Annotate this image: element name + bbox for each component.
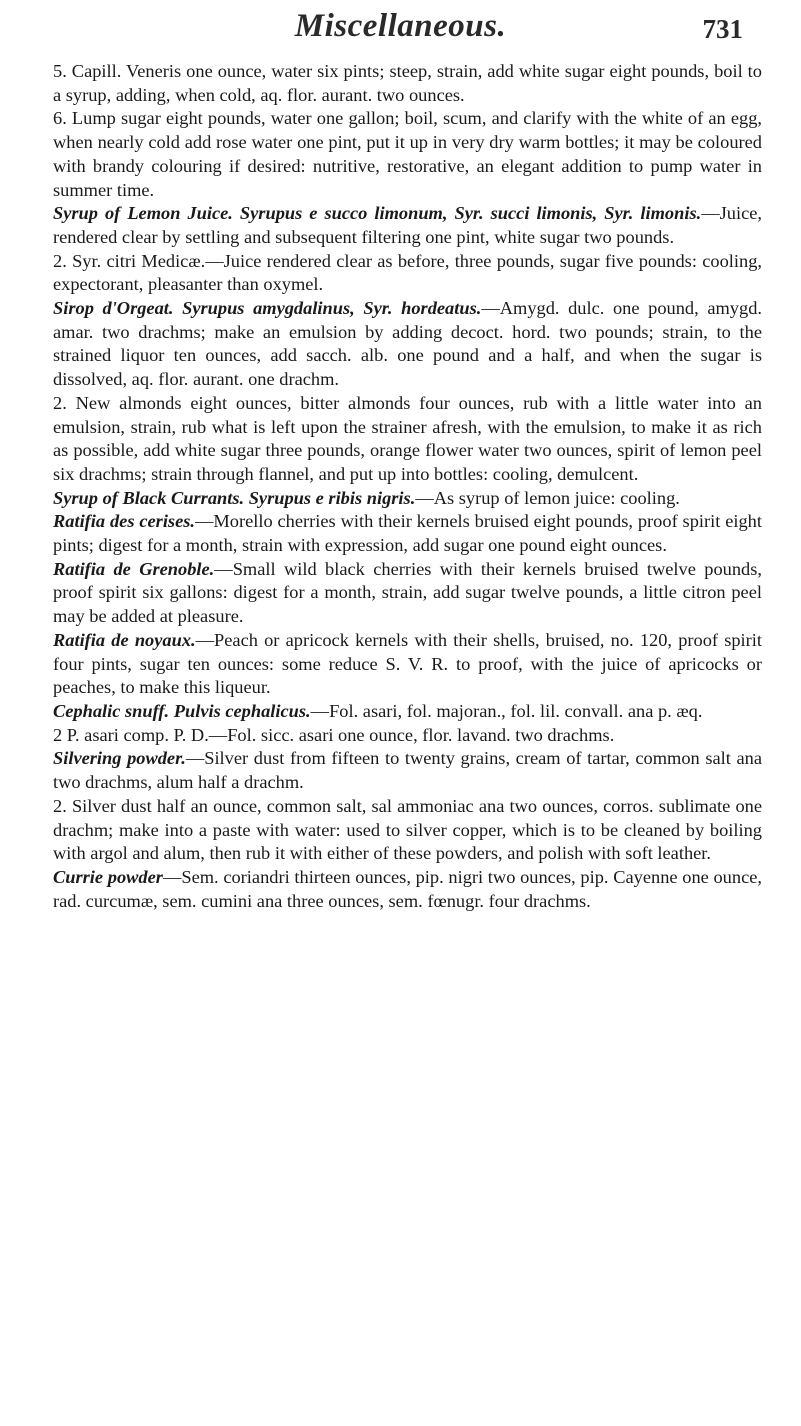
paragraph [53,202,762,249]
paragraph-text: —Sem. coriandri thirteen ounces, pip. nigri two ounces, pip. Cayenne one ounce, rad. curcumæ, sem. cumini ana three ounces, sem. fœnugr. four drachms. [53,866,762,911]
entry-title: Syrup of Black Currants. Syrupus e ribis nigris. [53,487,416,508]
entry-title: Sirop d'Orgeat. Syrupus amygdalinus, Syr. hordeatus. [53,298,482,319]
paragraph-text: —Fol. asari, fol. majoran., fol. lil. convall. ana p. æq. [310,700,703,721]
entry-title: Ratifia des cerises. [53,511,196,532]
paragraph [53,392,762,487]
paragraph-text: 2 P. asari comp. P. D.—Fol. sicc. asari one ounce, flor. lavand. two drachms. [53,724,615,745]
paragraph-text: 2. New almonds eight ounces, bitter almonds four ounces, rub with a little water into an emulsion, strain, rub what is left upon the strainer afresh, with the emulsion, to make it as rich as possible, add white sugar three pounds, orange flower water two ounces, spirit of lemon peel six drachms; strain through flannel, and put up into bottles: cooling, demulcent. [53,392,762,484]
paragraph-text: 2. Silver dust half an ounce, common salt, sal ammoniac ana two ounces, corros. sublimate one drachm; make into a paste with water: used to silver copper, which is to be cleaned by boiling with argol and alum, then rub it with either of these powders, and polish with soft leather. [53,795,762,864]
paragraph [53,700,762,724]
paragraph-text: —Amygd. dulc. one pound, amygd. amar. two drachms; make an emulsion by adding decoct. hord. two pounds; strain, to the strained liquor ten ounces, add sacch. alb. one pound and a half, and when the sugar is dissolved, aq. flor. aurant. one drachm. [53,298,762,390]
body-text [53,60,762,913]
paragraph-text: —Peach or apricock kernels with their shells, bruised, no. 120, proof spirit four pints, sugar ten ounces: some reduce S. V. R. to proof, with the juice of apricocks or peaches, to make this liqueur. [53,629,763,698]
entry-title: Cephalic snuff. Pulvis cephalicus. [53,700,311,721]
paragraph [53,487,762,511]
paragraph [53,795,762,866]
paragraph [53,250,762,297]
entry-title: Ratifia de noyaux. [53,629,196,650]
paragraph [53,297,762,392]
paragraph [53,107,762,202]
paragraph-text: 6. Lump sugar eight pounds, water one gallon; boil, scum, and clarify with the white of an egg, when nearly cold add rose water one pint, put it up in very dry warm bottles; it may be coloured with brandy colouring if desired: nutritive, restorative, an elegant addition to pump water in summer time. [53,108,762,200]
entry-title: Ratifia de Grenoble. [53,558,215,579]
paragraph-text: 5. Capill. Veneris one ounce, water six pints; steep, strain, add white sugar eight pounds, boil to a syrup, adding, when cold, aq. flor. aurant. two ounces. [53,61,762,105]
entry-title: Currie powder [53,866,163,887]
entry-title: Syrup of Lemon Juice. Syrupus e succo limonum, Syr. succi limonis, Syr. limonis. [53,203,702,224]
paragraph [53,747,762,794]
entry-title: Silvering powder. [53,748,186,769]
paragraph-text: —As syrup of lemon juice: cooling. [415,487,680,508]
page-number: 731 [702,14,743,44]
paragraph [53,629,762,700]
paragraph-text: —Small wild black cherries with their kernels bruised twelve pounds, proof spirit six gallons: digest for a month, strain, add sugar twelve pounds, a little citron peel may be added at pleasure. [53,558,762,627]
paragraph-text: —Silver dust from fifteen to twenty grains, cream of tartar, common salt ana two drachms, alum half a drachm. [53,748,762,793]
paragraph-text: 2. Syr. citri Medicæ.—Juice rendered clear as before, three pounds, sugar five pounds: cooling, expectorant, pleasanter than oxymel. [53,250,762,295]
running-title: Miscellaneous. [294,8,507,44]
paragraph [53,60,762,107]
paragraph [53,558,762,629]
paragraph-text: —Morello cherries with their kernels bruised eight pounds, proof spirit eight pints; digest for a month, strain with expression, add sugar one pound eight ounces. [53,511,762,556]
paragraph [53,866,762,913]
paragraph [53,724,762,748]
paragraph [53,510,762,557]
paragraph-text: —Juice, rendered clear by settling and subsequent filtering one pint, white sugar two pounds. [53,203,762,247]
page-header [0,8,801,48]
